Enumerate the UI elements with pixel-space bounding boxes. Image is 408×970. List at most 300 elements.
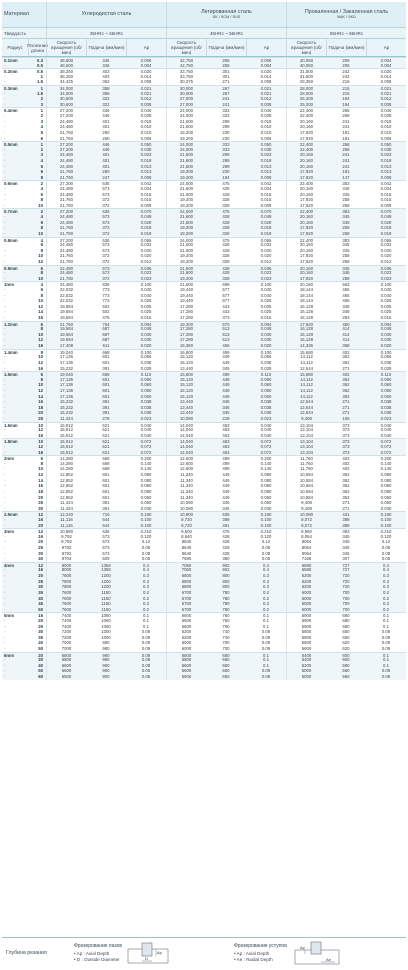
ap-cell: 0.1 — [143, 623, 149, 629]
speed-cell: 24,000 — [166, 181, 206, 186]
ap-cell: 0.012 — [140, 258, 152, 264]
feed-cell: 740 — [222, 634, 230, 640]
radius-cell: 0.4mm — [4, 108, 18, 114]
depth-cell: 2 — [40, 146, 43, 152]
slot-milling-title: Фрезерование пазов — [74, 942, 123, 949]
speed-cell: 9792 — [46, 551, 86, 557]
feed-cell: 258 — [342, 253, 350, 259]
ap-cell: 0.05 — [141, 556, 151, 562]
radius-cell: - — [4, 589, 6, 595]
ap-cell: 0.030 — [380, 337, 392, 343]
ap-cell: 0.030 — [260, 331, 272, 337]
radius-cell: 0.3mm — [4, 86, 18, 92]
depth-cell: 40 — [38, 640, 43, 646]
ap-cell: 0.08 — [261, 545, 271, 551]
ap-cell: 0.025 — [380, 298, 392, 304]
feed-cell: 780 — [222, 606, 230, 612]
ap-cell: 0.025 — [140, 309, 152, 315]
depth-cell: 5 — [40, 129, 43, 135]
speed-cell: 7400 — [46, 613, 86, 618]
feed-cell: 260 — [102, 169, 110, 175]
ap-cell: 0.2 — [143, 595, 149, 601]
ap-cell: 0.015 — [380, 191, 392, 197]
depth-cell: 16 — [38, 315, 43, 321]
feed-cell: 271 — [342, 399, 350, 405]
ap-cell: 0.100 — [140, 522, 152, 528]
depth-cell: 50 — [38, 606, 43, 612]
feed-cell: 800 — [222, 584, 230, 590]
speed-cell: 17,920 — [286, 276, 326, 282]
depth-cell: 8 — [40, 174, 43, 180]
feed-cell: 362 — [342, 354, 350, 360]
feed-cell: 373 — [342, 432, 350, 438]
speed-cell: 9,720 — [166, 523, 206, 529]
ap-cell: 0.015 — [260, 315, 272, 321]
ap-cell: 0.100 — [380, 522, 392, 528]
speed-cell: 7050 — [166, 567, 206, 573]
feed-cell: 271 — [342, 505, 350, 511]
ap-cell: 0.050 — [140, 494, 152, 500]
feed-cell: 960 — [102, 652, 110, 658]
feed-cell: 301 — [222, 69, 230, 75]
speed-cell: 15,232 — [46, 405, 86, 411]
ap-cell: 0.023 — [260, 275, 272, 281]
ap-cell: 0.009 — [140, 202, 152, 208]
speed-cell: 20,160 — [286, 164, 326, 170]
speed-cell: 15,912 — [46, 450, 86, 456]
speed-cell: 21,760 — [46, 130, 86, 136]
ap-cell: 0.025 — [260, 303, 272, 309]
speed-cell: 11,340 — [166, 472, 206, 478]
feed-cell: 780 — [222, 601, 230, 607]
radius-cell: - — [4, 219, 6, 225]
ap-cell: 0.09 — [141, 640, 151, 646]
ap-cell: 0.024 — [140, 186, 152, 192]
depth-cell: 45 — [38, 601, 43, 607]
feed-cell: 601 — [102, 359, 110, 365]
speed-cell: 15,120 — [166, 377, 206, 383]
speed-cell: 15,232 — [46, 399, 86, 405]
speed-cell: 18,144 — [286, 287, 326, 293]
speed-cell: 9,408 — [286, 500, 326, 506]
speed-cell: 5800 — [286, 629, 326, 635]
ap-cell: 0.048 — [260, 326, 272, 332]
speed-cell: 6800 — [46, 653, 86, 658]
ap-cell: 0.025 — [260, 298, 272, 304]
speed-cell: 14,280 — [46, 466, 86, 472]
ap-cell: 0.015 — [260, 191, 272, 197]
feed-cell: 362 — [342, 477, 350, 483]
speed-cell: 24,000 — [166, 238, 206, 243]
feed-cell: 268 — [342, 113, 350, 119]
ap-cell: 0.180 — [140, 512, 152, 518]
depth-cell: 10 — [38, 202, 43, 208]
speed-cell: 6000 — [286, 596, 326, 602]
depth-cell: 0.3 — [37, 58, 43, 63]
feed-cell: 348 — [342, 303, 350, 309]
speed-cell: 21,760 — [46, 203, 86, 209]
feed-cell: 328 — [222, 230, 230, 236]
depth-cell: 8 — [40, 225, 43, 231]
speed-cell: 12,852 — [46, 472, 86, 478]
ap-cell: 0.2 — [263, 601, 269, 607]
ap-cell: 0.020 — [260, 69, 272, 75]
speed-cell: 20,160 — [286, 248, 326, 254]
speed-cell: 20,160 — [286, 220, 326, 226]
feed-cell: 900 — [102, 674, 110, 680]
feed-cell: 345 — [222, 505, 230, 511]
depth-cell: 20 — [38, 522, 43, 528]
speed-cell: 11,340 — [166, 483, 206, 489]
ap-cell: 0.2 — [383, 589, 389, 595]
radius-cell: - — [4, 533, 6, 539]
depth-cell: 1.5 — [37, 79, 43, 85]
feed-cell: 402 — [342, 456, 350, 462]
depth-cell: 10 — [38, 331, 43, 337]
ap-cell: 0.018 — [140, 230, 152, 236]
speed-cell: 13,104 — [286, 423, 326, 428]
ap-cell: 0.08 — [261, 550, 271, 556]
speed-cell: 24,480 — [46, 124, 86, 130]
feed-cell: 800 — [222, 578, 230, 584]
speed-cell: 24,000 — [166, 147, 206, 153]
feed-cell: 345 — [222, 500, 230, 506]
speed-cell: 30,000 — [166, 91, 206, 97]
feed-cell: 636 — [102, 529, 110, 535]
speed-cell: 10,800 — [166, 512, 206, 517]
feed-cell: 194 — [342, 101, 350, 107]
ap-cell: 0.020 — [380, 253, 392, 259]
speed-cell: 15,912 — [46, 444, 86, 450]
ap-cell: 0.020 — [380, 343, 392, 349]
speed-cell: 11,340 — [166, 478, 206, 484]
ap-cell: 0.038 — [260, 404, 272, 410]
feed-cell: 902 — [222, 567, 230, 573]
feed-cell: 362 — [342, 494, 350, 500]
speed-cell: 6800 — [166, 573, 206, 579]
speed-cell: 6500 — [46, 668, 86, 674]
feed-cell: 446 — [102, 108, 110, 114]
radius-cell: - — [4, 516, 6, 522]
feed-cell: 345 — [342, 219, 350, 225]
ap-cell: 0.010 — [380, 124, 392, 130]
radius-cell: - — [4, 674, 6, 680]
feed-cell: 368 — [342, 343, 350, 349]
feed-cell: 218 — [222, 416, 230, 421]
speed-cell: 19,440 — [166, 293, 206, 299]
radius-cell: - — [4, 601, 6, 607]
feed-cell: 260 — [102, 135, 110, 141]
ap-cell: 0.4 — [263, 567, 269, 573]
ap-cell: 0.028 — [260, 219, 272, 225]
ap-cell: 0.042 — [140, 181, 152, 187]
radius-cell: - — [4, 556, 6, 562]
ap-cell: 0.009 — [260, 202, 272, 208]
depth-cell: 16 — [38, 432, 43, 438]
speed-cell: 5600 — [286, 640, 326, 646]
speed-cell: 27,200 — [46, 181, 86, 186]
feed-cell: 700 — [342, 606, 350, 612]
radius-cell: - — [4, 135, 6, 141]
feed-cell: 241 — [342, 157, 350, 163]
speed-cell: 7600 — [46, 596, 86, 602]
feed-cell: 428 — [222, 219, 230, 225]
feed-cell: 247 — [102, 174, 110, 180]
speed-cell: 22,032 — [46, 287, 86, 293]
feed-cell: 428 — [222, 186, 230, 192]
radius-cell: 0.6mm — [4, 181, 18, 187]
ap-cell: 0.09 — [141, 645, 151, 651]
ap-cell: 0.140 — [380, 466, 392, 472]
svg-text:D: D — [145, 955, 148, 961]
speed-cell: 34,000 — [46, 86, 86, 91]
radius-cell: 0.7mm — [4, 209, 18, 215]
speed-cell: 5800 — [166, 653, 206, 658]
ap-cell: 0.006 — [380, 135, 392, 141]
ap-cell: 0.3 — [383, 578, 389, 584]
feed-cell: 241 — [342, 118, 350, 124]
feed-cell: 230 — [222, 129, 230, 135]
speed-cell: 6500 — [46, 674, 86, 680]
feed-cell: 328 — [222, 275, 230, 281]
speed-cell: 18,144 — [286, 298, 326, 304]
feed-cell: 181 — [342, 129, 350, 135]
feed-cell: 391 — [102, 365, 110, 371]
ap-cell: 0.012 — [380, 96, 392, 102]
speed-cell: 17,136 — [46, 388, 86, 394]
radius-cell: - — [4, 326, 6, 332]
table-row — [2, 63, 406, 69]
ap-cell: 0.072 — [380, 449, 392, 455]
depth-cell: 12 — [38, 387, 43, 393]
speed-cell: 8,960 — [286, 529, 326, 534]
speed-cell: 5000 — [286, 674, 326, 680]
feed-cell: 601 — [102, 387, 110, 393]
feed-cell: 401 — [102, 152, 110, 158]
speed-cell: 20,160 — [286, 186, 326, 192]
speed-cell: 25,200 — [286, 102, 326, 108]
radius-cell: - — [4, 337, 6, 343]
speed-cell: 5900 — [286, 613, 326, 618]
speed-cell: 10,584 — [286, 483, 326, 489]
material-header-row — [2, 2, 406, 28]
depth-cell: 35 — [38, 634, 43, 640]
depth-cell: 12 — [38, 303, 43, 309]
svg-text:Ae: Ae — [325, 956, 331, 962]
speed-cell: 6580 — [286, 567, 326, 573]
feed-cell: 181 — [342, 169, 350, 175]
feed-cell: 680 — [342, 623, 350, 629]
speed-header-2: Скорость вращения (об/мин) — [166, 39, 206, 56]
speed-cell: 14,040 — [166, 439, 206, 444]
ap-cell: 0.100 — [260, 282, 272, 288]
radius-cell: - — [4, 242, 6, 248]
ap-cell: 0.020 — [380, 247, 392, 253]
feed-cell: 345 — [342, 270, 350, 276]
speed-cell: 16,128 — [286, 332, 326, 338]
feed-cell: 780 — [222, 589, 230, 595]
feed-cell: 601 — [102, 494, 110, 500]
depth-cell: 0.5 — [37, 69, 43, 75]
depth-cell: 10 — [38, 253, 43, 259]
feed-cell: 668 — [102, 466, 110, 472]
feed-cell: 428 — [222, 550, 230, 556]
depth-cell: 8 — [40, 270, 43, 276]
feed-cell: 900 — [102, 668, 110, 674]
ap-cell: 0.060 — [140, 393, 152, 399]
speed-cell: 24,480 — [46, 152, 86, 158]
feed-cell: 570 — [222, 321, 230, 327]
slot-milling-figure — [126, 941, 170, 965]
speed-cell: 17,920 — [286, 253, 326, 259]
speed-cell: 21,600 — [166, 242, 206, 248]
speed-cell: 17,280 — [166, 326, 206, 332]
speed-cell: 17,136 — [46, 354, 86, 360]
ap-cell: 0.032 — [140, 242, 152, 248]
ap-cell: 0.020 — [380, 69, 392, 75]
depth-cell: 12 — [38, 427, 43, 433]
radius-cell: - — [4, 640, 6, 646]
radius-cell: - — [4, 500, 6, 506]
feed-cell: 242 — [342, 69, 350, 75]
speed-cell: 14,040 — [166, 427, 206, 433]
speed-cell: 27,200 — [46, 238, 86, 243]
feed-cell: 980 — [102, 640, 110, 646]
speed-cell: 10,584 — [286, 472, 326, 478]
depth-cell: 12 — [38, 444, 43, 450]
speed-cell: 19,200 — [166, 197, 206, 203]
feed-cell: 372 — [102, 230, 110, 236]
radius-cell: - — [4, 146, 6, 152]
depth-cell: 10 — [38, 275, 43, 281]
speed-cell: 17,920 — [286, 259, 326, 265]
speed-cell: 5400 — [286, 653, 326, 658]
feed-cell: 428 — [222, 247, 230, 253]
feed-cell: 362 — [102, 79, 110, 85]
feed-cell: 499 — [222, 466, 230, 472]
ap-cell: 0.2 — [383, 595, 389, 601]
ap-cell: 0.018 — [380, 118, 392, 124]
speed-cell: 12,544 — [286, 366, 326, 372]
feed-cell: 449 — [222, 488, 230, 494]
feed-cell: 443 — [222, 309, 230, 315]
speed-cell: 42,750 — [166, 58, 206, 63]
feed-cell: 1200 — [101, 584, 111, 590]
depth-cell: 1 — [40, 142, 43, 148]
ap-cell: 0.015 — [380, 197, 392, 203]
feed-cell: 230 — [222, 169, 230, 175]
depth-cell: 12 — [38, 529, 43, 535]
depth-cell: 30 — [38, 629, 43, 635]
feed-cell: 242 — [342, 73, 350, 79]
speed-cell: 16,128 — [286, 309, 326, 315]
radius-cell: - — [4, 584, 6, 590]
ap-cell: 0.08 — [141, 652, 151, 658]
depth-cell: 16 — [38, 343, 43, 349]
speed-cell: 21,760 — [46, 231, 86, 237]
ap-cell: 0.030 — [380, 331, 392, 337]
feed-cell: 668 — [102, 349, 110, 355]
ap-cell: 0.080 — [140, 477, 152, 483]
ap-cell: 0.038 — [380, 399, 392, 405]
feed-cell: 194 — [222, 174, 230, 180]
speed-cell: 24,480 — [46, 248, 86, 254]
speed-cell: 16,128 — [286, 315, 326, 321]
feed-cell: 268 — [342, 108, 350, 114]
speed-cell: 10,080 — [166, 506, 206, 512]
feed-cell: 463 — [222, 449, 230, 455]
table-row — [2, 556, 406, 562]
feed-cell: 980 — [102, 645, 110, 651]
radius-cell: - — [4, 634, 6, 640]
feed-cell: 573 — [102, 219, 110, 225]
speed-cell: 20,160 — [286, 242, 326, 248]
ap-cell: 0.040 — [380, 108, 392, 114]
feed-cell: 388 — [342, 516, 350, 522]
speed-cell: 24,000 — [166, 209, 206, 214]
ap-cell: 0.008 — [380, 79, 392, 85]
ap-cell: 0.200 — [140, 456, 152, 462]
ap-cell: 0.008 — [380, 101, 392, 107]
speed-cell: 16,800 — [166, 372, 206, 377]
speed-cell: 14,280 — [46, 456, 86, 461]
speed-cell: 21,760 — [46, 169, 86, 175]
ap-cell: 0.015 — [140, 191, 152, 197]
ap-cell: 0.023 — [380, 275, 392, 281]
feed-cell: 449 — [222, 393, 230, 399]
shoulder-milling-legend — [234, 940, 404, 966]
ap-header-2: Ap — [246, 39, 286, 56]
radius-cell: - — [4, 124, 6, 130]
table-row — [2, 259, 406, 265]
ap-cell: 0.040 — [140, 292, 152, 298]
feed-cell: 1060 — [101, 617, 111, 623]
ap-cell: 0.018 — [140, 157, 152, 163]
speed-cell: 17,280 — [166, 304, 206, 310]
feed-cell: 345 — [342, 533, 350, 539]
radius-cell: 3mm — [4, 529, 15, 535]
column-header-row — [2, 39, 406, 57]
ap-cell: 0.018 — [380, 230, 392, 236]
speed-cell: 27,200 — [46, 209, 86, 214]
feed-cell: 650 — [222, 674, 230, 680]
feed-cell: 577 — [222, 286, 230, 292]
speed-cell: 13,104 — [286, 444, 326, 450]
feed-cell: 476 — [102, 315, 110, 321]
speed-cell: 5600 — [166, 663, 206, 669]
ap-cell: 0.080 — [140, 472, 152, 478]
feed-cell: 773 — [102, 286, 110, 292]
speed-cell: 17,280 — [166, 315, 206, 321]
ap-cell: 0.018 — [140, 225, 152, 231]
depth-cell: 12 — [38, 337, 43, 343]
feed-cell: 328 — [222, 225, 230, 231]
speed-cell: 6200 — [286, 579, 326, 585]
radius-cell: 1.2mm — [4, 321, 18, 327]
ap-cell: 0.036 — [140, 265, 152, 271]
depth-cell: 12 — [38, 258, 43, 264]
depth-cell: 14 — [38, 477, 43, 483]
ap-cell: 0.018 — [380, 157, 392, 163]
speed-cell: 7800 — [46, 584, 86, 590]
feed-cell: 636 — [102, 237, 110, 243]
feed-cell: 573 — [102, 242, 110, 248]
ap-cell: 0.1 — [383, 613, 389, 619]
radius-cell: - — [4, 595, 6, 601]
ap-cell: 0.4 — [263, 562, 269, 568]
ap-cell: 0.050 — [140, 500, 152, 506]
speed-cell: 15,680 — [286, 372, 326, 377]
